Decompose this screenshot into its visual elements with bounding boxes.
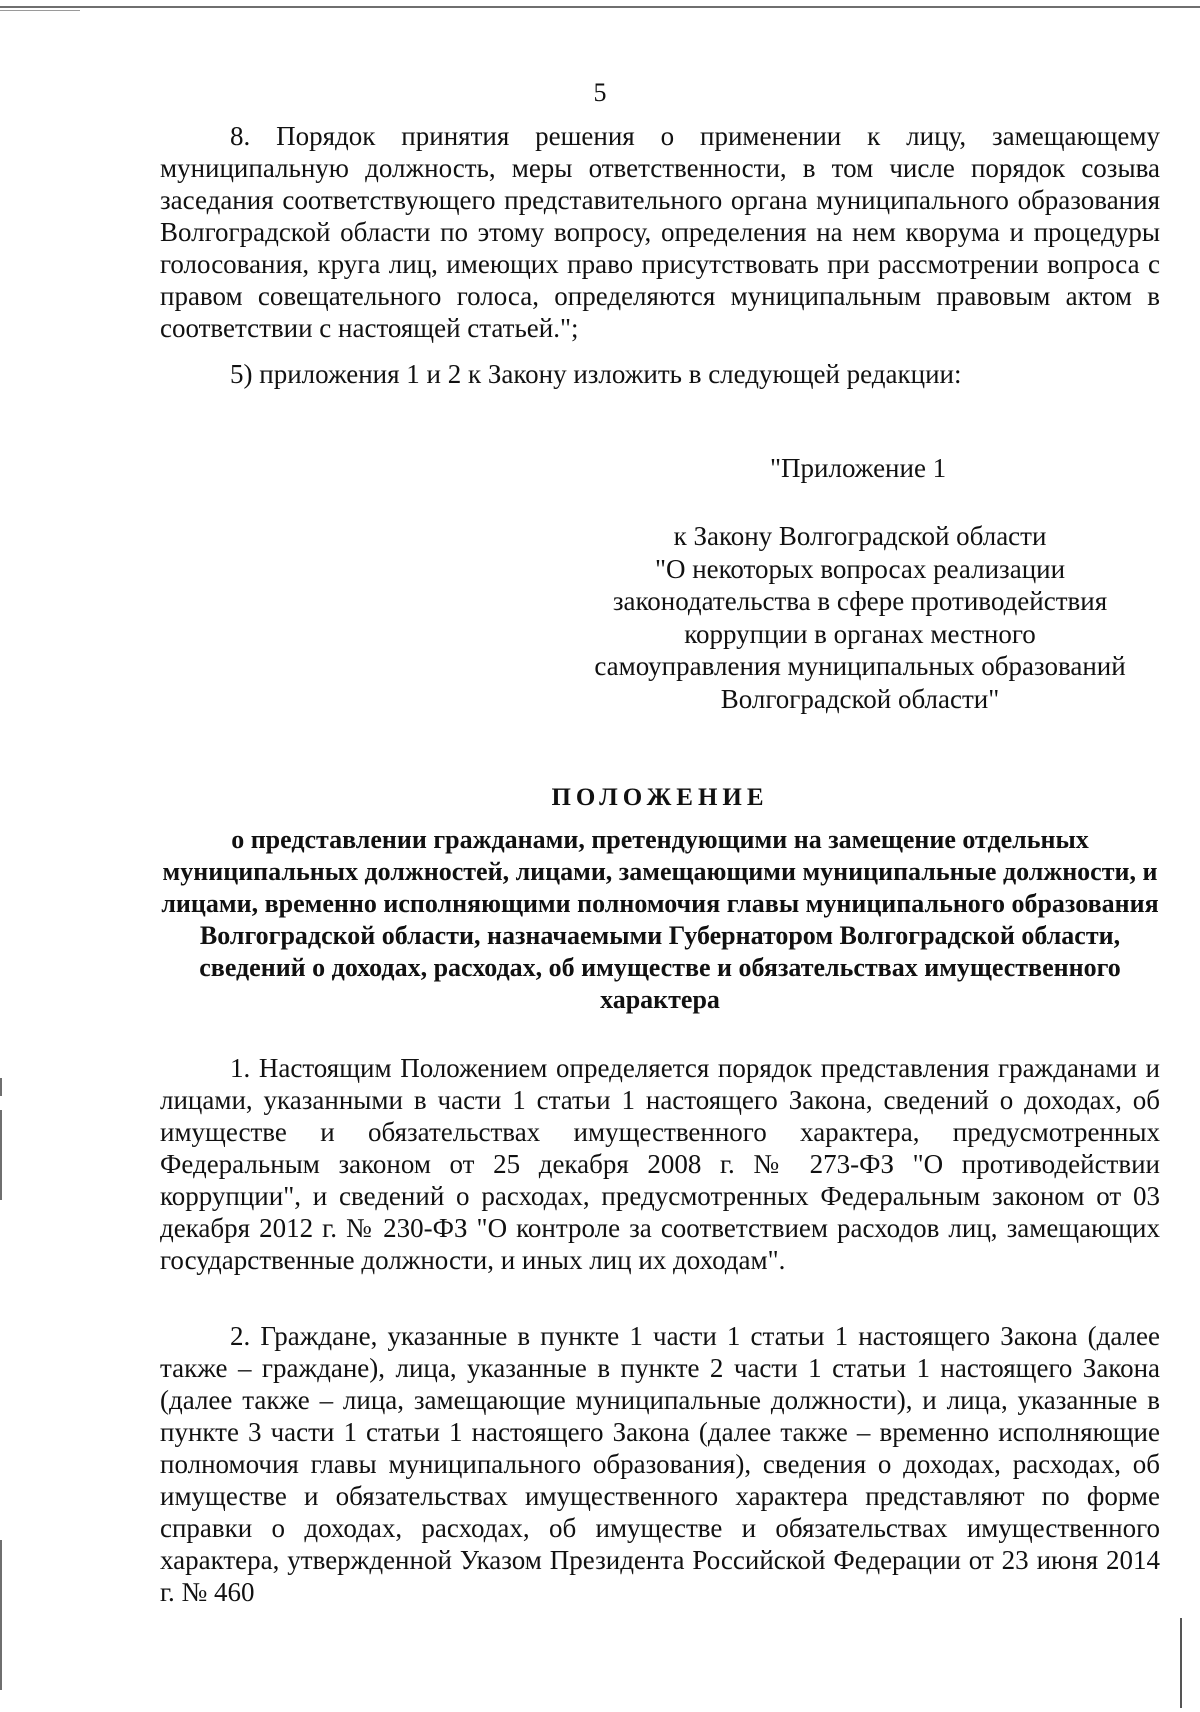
scan-edge-left-mark	[0, 1540, 2, 1690]
annex-line-6: Волгоградской области"	[720, 683, 1000, 714]
annex-line-4: коррупции в органах местного	[684, 618, 1036, 649]
annex-title: "Приложение 1	[770, 453, 947, 483]
item-5-paragraph: 5) приложения 1 и 2 к Закону изложить в следующей редакции:	[230, 359, 962, 389]
clause-2-paragraph: 2. Граждане, указанные в пункте 1 части 1 статьи 1 настоящего Закона (далее также – граждане), лица, указанные в пункте 2 части 1 статьи 1 настоящего Закона (далее также – лица, замещающие муниципальные должности), и лица, указанные в пункте 3 части 1 статьи 1 настоящего Закона (далее также – временно исполняющие полномочия главы муниципального образования), сведения о доходах, расходах, об имуществе и обязательствах имущественного характера представляют по форме справки о доходах, расходах, об имуществе и обязательствах имущественного характера, утвержденной Указом Президента Российской Федерации от 23 июня 2014 г. № 460	[160, 1321, 1160, 1607]
annex-line-5: самоуправления муниципальных образований	[594, 651, 1126, 681]
page-number: 5	[593, 78, 607, 107]
annex-line-1: к Закону Волгоградской области	[673, 521, 1047, 551]
section-8-paragraph: 8. Порядок принятия решения о применении к лицу, замещающему муниципальную должность, меры ответственности, в том числе порядок созыва заседания соответствующего представительного органа муниципального образования Волгоградской области по этому вопросу, определения на нем кворума и процедуры голосования, круга лиц, имеющих право присутствовать при рассмотрении вопроса с правом совещательного голоса, определяются муниципальным правовым актом в соответствии с настоящей статьей.";	[160, 121, 1160, 343]
document-heading	[160, 782, 1160, 1016]
section-8-block	[160, 120, 1160, 344]
annex-reference	[580, 520, 1140, 715]
scan-edge-left-mark	[0, 1078, 2, 1096]
scan-border-top-fragment	[0, 10, 80, 11]
annex-line-2: "О некоторых вопросах реализации	[654, 553, 1066, 584]
heading-subtitle: о представлении гражданами, претендующими на замещение отдельных муниципальных должностей, лицами, замещающими муниципальные должности, и лицами, временно исполняющими полномочия главы муниципального образования Волгоградской области, назначаемыми Губернатором Волгоградской области, сведений о доходах, расходах, об имуществе и обязательствах имущественного характера	[161, 825, 1159, 1014]
clause-1-block	[160, 1052, 1160, 1276]
scan-edge-left-mark	[0, 1110, 2, 1200]
item-5-block	[160, 358, 1160, 390]
clause-2-block	[160, 1320, 1160, 1608]
scan-edge-right-mark	[1180, 1618, 1182, 1708]
clause-1-paragraph: 1. Настоящим Положением определяется порядок представления гражданами и лицами, указанными в части 1 статьи 1 настоящего Закона, сведений о доходах, об имуществе и обязательствах имущественного характера, предусмотренных Федеральным законом от 25 декабря 2008 г. № 273-ФЗ "О противодействии коррупции", и сведений о расходах, предусмотренных Федеральным законом от 03 декабря 2012 г. № 230-ФЗ "О контроле за соответствием расходов лиц, замещающих государственные должности, и иных лиц их доходам".	[160, 1053, 1160, 1275]
annex-line-3: законодательства в сфере противодействия	[612, 586, 1108, 616]
scan-border-top	[0, 6, 1200, 8]
heading-title: ПОЛОЖЕНИЕ	[551, 784, 769, 811]
